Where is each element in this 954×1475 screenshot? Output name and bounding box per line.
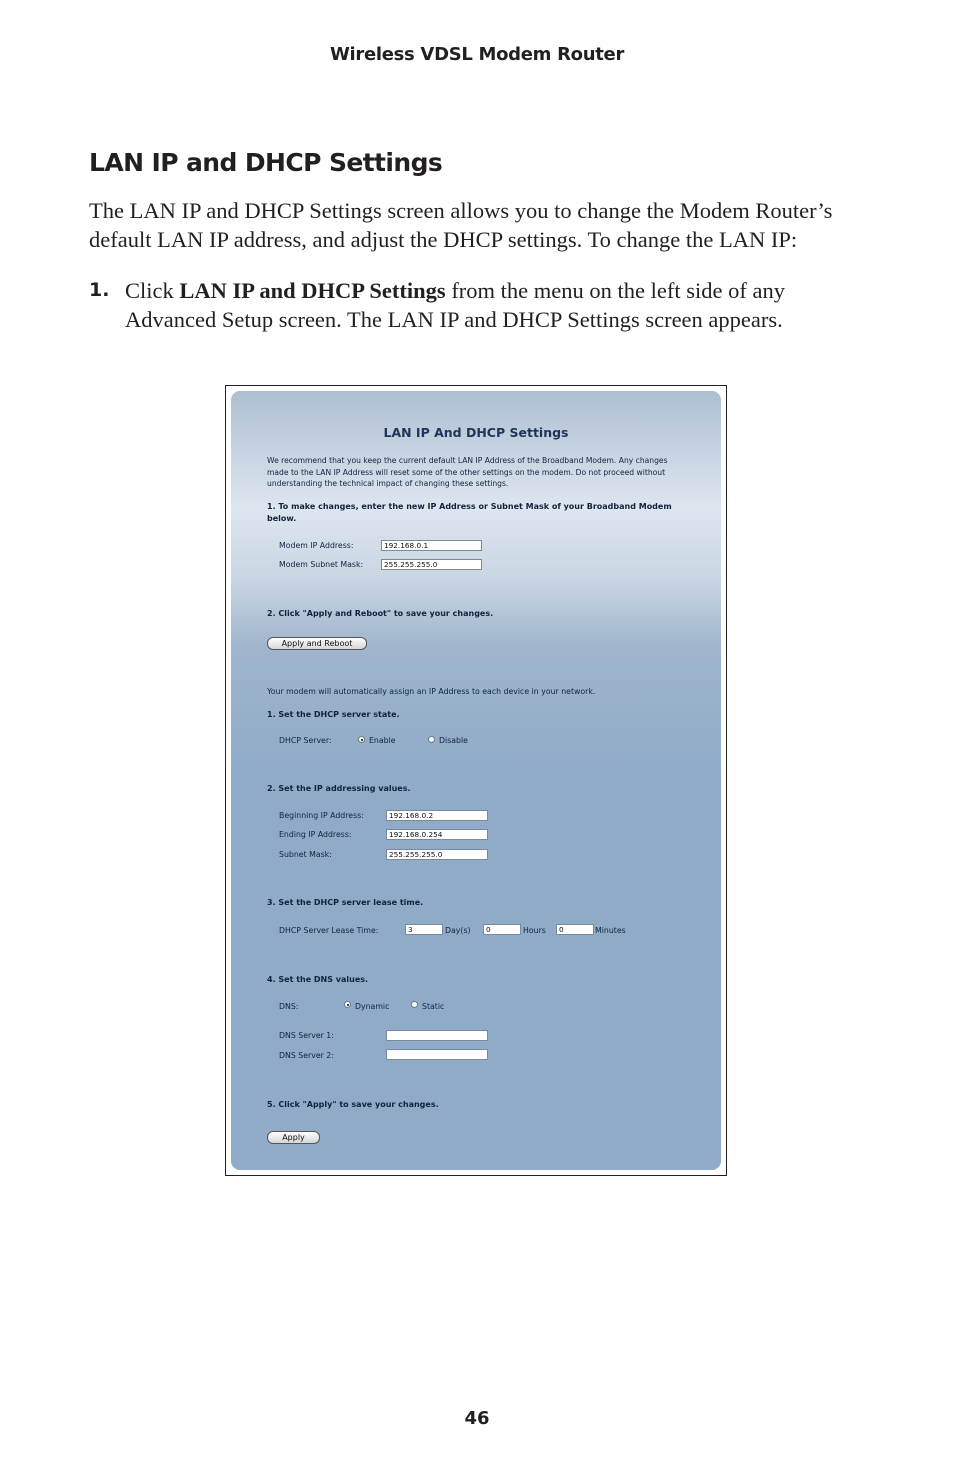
lease-time-label: DHCP Server Lease Time: xyxy=(279,926,379,935)
step-number: 1. xyxy=(89,279,110,301)
step-menu-item: LAN IP and DHCP Settings xyxy=(179,278,446,303)
dns-static-radio[interactable] xyxy=(411,1001,418,1008)
page-number: 46 xyxy=(464,1408,490,1429)
modem-subnet-input[interactable]: 255.255.255.0 xyxy=(381,559,482,570)
ending-ip-label: Ending IP Address: xyxy=(279,830,352,839)
dhcp-step-1: 1. Set the DHCP server state. xyxy=(267,710,400,719)
ending-ip-input[interactable]: 192.168.0.254 xyxy=(386,829,488,840)
enable-radio[interactable] xyxy=(358,736,365,743)
modem-subnet-label: Modem Subnet Mask: xyxy=(279,560,364,569)
minutes-label: Minutes xyxy=(595,926,626,935)
step-text-prefix: Click xyxy=(125,278,180,303)
subnet-mask-input[interactable]: 255.255.255.0 xyxy=(386,849,488,860)
dns-server-2-label: DNS Server 2: xyxy=(279,1051,334,1060)
dns-label: DNS: xyxy=(279,1002,299,1011)
lan-step-2: 2. Click "Apply and Reboot" to save your changes. xyxy=(267,609,494,618)
dns-server-1-label: DNS Server 1: xyxy=(279,1031,334,1040)
modem-ip-label: Modem IP Address: xyxy=(279,541,354,550)
dhcp-server-label: DHCP Server: xyxy=(279,736,332,745)
disable-radio[interactable] xyxy=(428,736,435,743)
dns-server-1-input[interactable] xyxy=(386,1030,488,1041)
dhcp-step-3: 3. Set the DHCP server lease time. xyxy=(267,898,424,907)
step-1 xyxy=(89,276,869,334)
modem-ip-input[interactable]: 192.168.0.1 xyxy=(381,540,482,551)
dhcp-step-5: 5. Click "Apply" to save your changes. xyxy=(267,1100,439,1109)
dns-dynamic-radio[interactable] xyxy=(344,1001,351,1008)
days-label: Day(s) xyxy=(445,926,471,935)
lease-days-input[interactable]: 3 xyxy=(405,924,443,935)
dns-server-2-input[interactable] xyxy=(386,1049,488,1060)
beginning-ip-label: Beginning IP Address: xyxy=(279,811,364,820)
static-label: Static xyxy=(422,1002,445,1011)
hours-label: Hours xyxy=(523,926,546,935)
subnet-mask-label: Subnet Mask: xyxy=(279,850,332,859)
settings-panel xyxy=(231,391,721,1170)
panel-title: LAN IP And DHCP Settings xyxy=(383,425,569,440)
apply-button[interactable]: Apply xyxy=(267,1131,320,1144)
apply-and-reboot-button[interactable]: Apply and Reboot xyxy=(267,637,367,650)
dynamic-label: Dynamic xyxy=(355,1002,390,1011)
enable-label: Enable xyxy=(369,736,396,745)
beginning-ip-input[interactable]: 192.168.0.2 xyxy=(386,810,488,821)
dhcp-step-2: 2. Set the IP addressing values. xyxy=(267,784,411,793)
lease-hours-input[interactable]: 0 xyxy=(483,924,521,935)
step-text-suffix: from the menu on the left side of any Advanced Setup screen. The LAN IP and DHCP Settings screen appears. xyxy=(125,278,785,332)
lease-minutes-input[interactable]: 0 xyxy=(556,924,594,935)
step-text xyxy=(125,276,869,334)
dhcp-intro: Your modem will automatically assign an IP Address to each device in your network. xyxy=(267,687,596,696)
section-title: LAN IP and DHCP Settings xyxy=(89,148,443,177)
lan-step-1: 1. To make changes, enter the new IP Address or Subnet Mask of your Broadband Modem below. xyxy=(267,502,672,523)
settings-screenshot xyxy=(225,385,727,1176)
intro-paragraph: The LAN IP and DHCP Settings screen allows you to change the Modem Router’s default LAN IP address, and adjust the DHCP settings. To change the LAN IP: xyxy=(89,198,833,252)
running-header: Wireless VDSL Modem Router xyxy=(329,44,625,65)
dhcp-step-4: 4. Set the DNS values. xyxy=(267,975,369,984)
disable-label: Disable xyxy=(439,736,468,745)
recommendation-text: We recommend that you keep the current default LAN IP Address of the Broadband Modem. Any changes made to the LAN IP Address will reset some of the other settings on the modem. Do not proceed without understanding the technical impact of changing these settings. xyxy=(267,456,668,488)
